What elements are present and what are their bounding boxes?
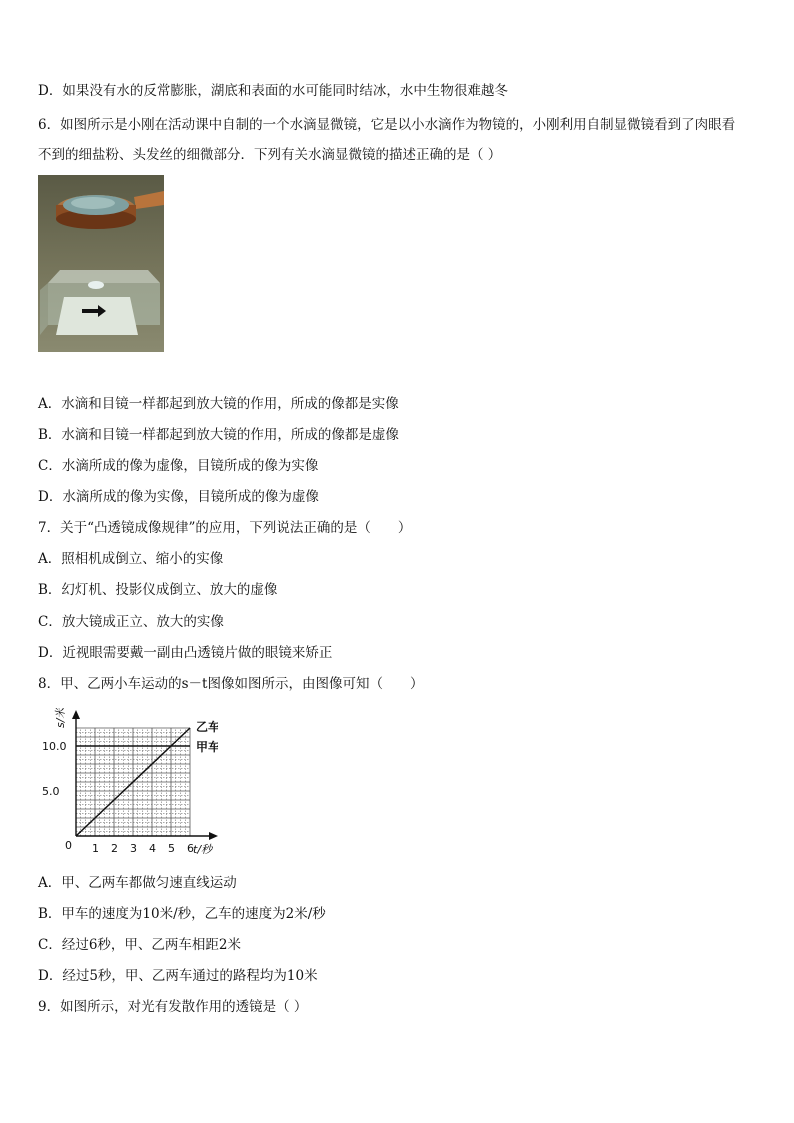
q8-option-a: A．甲、乙两车都做匀速直线运动 (38, 875, 237, 891)
q8-option-b: B．甲车的速度为10米/秒，乙车的速度为2米/秒 (38, 906, 326, 922)
q8-option-c: C．经过6秒，甲、乙两车相距2米 (38, 937, 242, 953)
q6-option-b: B．水滴和目镜一样都起到放大镜的作用，所成的像都是虚像 (38, 427, 399, 443)
q6-stem-line2: 不到的细盐粉、头发丝的细微部分．下列有关水滴显微镜的描述正确的是（ ） (38, 147, 502, 163)
x-axis-label: t/秒 (193, 843, 213, 856)
q7-option-b: B．幻灯机、投影仪成倒立、放大的虚像 (38, 582, 278, 598)
water-drop-microscope-image (38, 175, 164, 352)
series-label: 甲车 (196, 740, 218, 754)
microscope-illustration (38, 175, 164, 352)
q6-stem-line1: 6．如图所示是小刚在活动课中自制的一个水滴显微镜，它是以小水滴作为物镜的，小刚利用自制显微镜看到了肉眼看 (38, 117, 736, 133)
x-tick-label: 0 (65, 839, 72, 852)
y-tick-label: 5.0 (42, 785, 60, 798)
y-tick-label: 10.0 (42, 740, 67, 753)
y-axis-label: s/米 (54, 708, 67, 728)
st-graph-svg (38, 708, 218, 860)
q5-option-d: D．如果没有水的反常膨胀，湖底和表面的水可能同时结冰，水中生物很难越冬 (38, 83, 508, 99)
q6-option-d: D．水滴所成的像为实像，目镜所成的像为虚像 (38, 489, 319, 505)
q7-option-c: C．放大镜成正立、放大的实像 (38, 614, 224, 630)
x-tick-label: 4 (149, 842, 156, 855)
x-axis-arrow (209, 832, 218, 840)
q8-stem: 8．甲、乙两小车运动的s－t图像如图所示，由图像可知（ ） (38, 676, 424, 692)
q8-option-d: D．经过5秒，甲、乙两车通过的路程均为10米 (38, 968, 318, 984)
q7-option-d: D．近视眼需要戴一副由凸透镜片做的眼镜来矫正 (38, 645, 333, 661)
x-tick-label: 1 (92, 842, 99, 855)
x-tick-label: 2 (111, 842, 118, 855)
q7-option-a: A．照相机成倒立、缩小的实像 (38, 551, 224, 567)
q9-stem: 9．如图所示，对光有发散作用的透镜是（ ） (38, 999, 308, 1015)
x-tick-label: 3 (130, 842, 137, 855)
y-axis-arrow (72, 710, 80, 719)
q7-stem: 7．关于“凸透镜成像规律”的应用，下列说法正确的是（ ） (38, 520, 412, 536)
q6-option-a: A．水滴和目镜一样都起到放大镜的作用，所成的像都是实像 (38, 396, 399, 412)
series-label: 乙车 (196, 720, 218, 734)
st-graph (38, 708, 218, 860)
x-tick-label: 6 (187, 842, 194, 855)
q6-option-c: C．水滴所成的像为虚像，目镜所成的像为实像 (38, 458, 319, 474)
x-tick-label: 5 (168, 842, 175, 855)
